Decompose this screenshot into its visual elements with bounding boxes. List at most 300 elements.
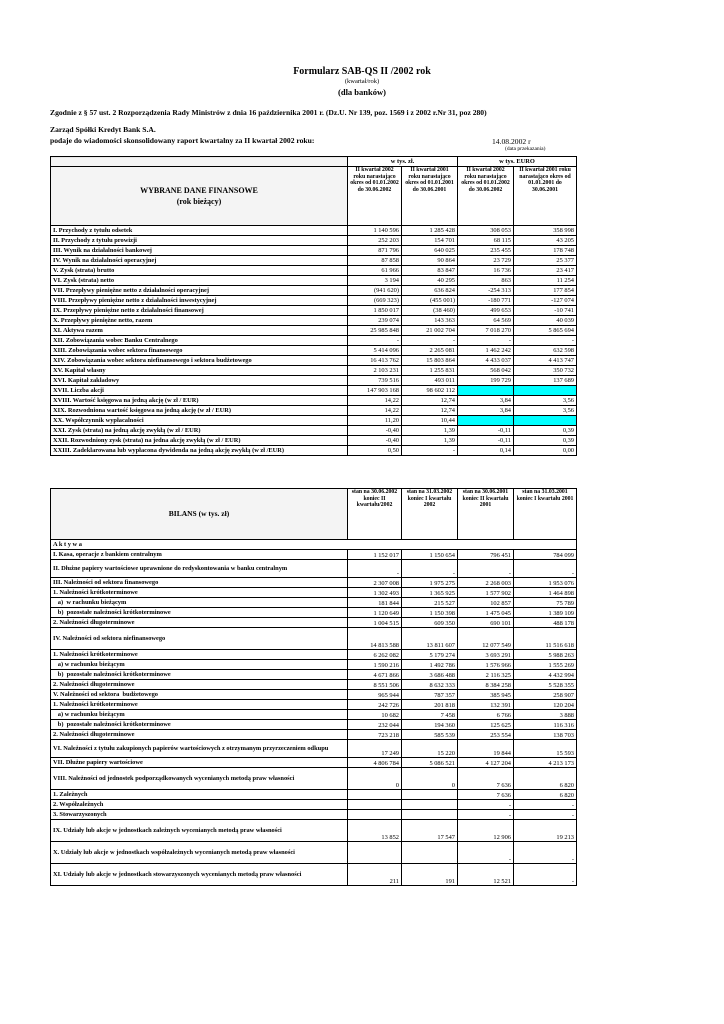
cell-value: - (514, 560, 577, 578)
col-header: II kwartał 2002 roku narastająco okres od 01.01.2002 do 30.06.2002 (458, 167, 514, 226)
row-label: XV. Kapitał własny (51, 366, 348, 376)
cell-value: 1,39 (402, 426, 458, 436)
aktywa-heading: A k t y w a (51, 540, 577, 550)
table-row (51, 366, 577, 376)
cell-value: -0,11 (458, 426, 514, 436)
cell-value: 4 127 204 (458, 758, 514, 768)
cell-value: -127 074 (514, 296, 577, 306)
table-row (51, 628, 577, 650)
cell-value: 636 824 (402, 286, 458, 296)
cell-value: 1 255 831 (402, 366, 458, 376)
group-pln: w tys. zł. (348, 157, 458, 167)
cell-value: 21 002 704 (402, 326, 458, 336)
cell-value: 64 569 (458, 316, 514, 326)
cell-value: 16 413 762 (348, 356, 402, 366)
row-label: a) w rachunku bieżącym (51, 598, 348, 608)
cell-value: 83 847 (402, 266, 458, 276)
cell-value: 40 039 (514, 316, 577, 326)
row-label: XXII. Rozwodniony zysk (strata) na jedna akcję zwykłą (w zł / EUR) (51, 436, 348, 446)
cell-value: 965 944 (348, 690, 402, 700)
cell-value: - (402, 336, 458, 346)
cell-value: 23 417 (514, 266, 577, 276)
cell-value: 4 806 784 (348, 758, 402, 768)
row-label: XI. Aktywa razem (51, 326, 348, 336)
cell-value: 1 302 493 (348, 588, 402, 598)
cell-value: 1 464 898 (514, 588, 577, 598)
cell-value: 239 074 (348, 316, 402, 326)
table-row (51, 670, 577, 680)
cell-value: 3 686 488 (402, 670, 458, 680)
row-label: 2. Należności długoterminowe (51, 618, 348, 628)
cell-value: 493 011 (402, 376, 458, 386)
row-label: XX. Współczynnik wypłacalności (51, 416, 348, 426)
table-row (51, 306, 577, 316)
cell-value: 10 682 (348, 710, 402, 720)
row-label: II. Dłużne papiery wartościowe uprawnione do redyskontowania w banku centralnym (51, 560, 348, 578)
cell-value: 40 295 (402, 276, 458, 286)
cell-value: 5 988 263 (514, 650, 577, 660)
cell-value: 1 590 216 (348, 660, 402, 670)
cell-value: 6 820 (514, 768, 577, 790)
table-row (51, 406, 577, 416)
row-label: XVII. Liczba akcji (51, 386, 348, 396)
cell-value: 11 516 618 (514, 628, 577, 650)
cell-value: 0,39 (514, 426, 577, 436)
row-label: I. Przychody z tytułu odsetek (51, 226, 348, 236)
row-label: XVIII. Wartość księgowa na jedną akcję (w zł / EUR) (51, 396, 348, 406)
cell-value: 1 150 398 (402, 608, 458, 618)
row-label: VIII. Należności od jednostek podporządkowanych wycenianych metodą praw własności (51, 768, 348, 790)
cell-value: 690 101 (458, 618, 514, 628)
cell-value (348, 800, 402, 810)
col-header: II kwartał 2001 roku narastająco okres od 01.01.2001 do 30.06.2001 (514, 167, 577, 226)
cell-value: 1 577 902 (458, 588, 514, 598)
cell-value: - (458, 842, 514, 864)
cell-value: 640 025 (402, 246, 458, 256)
cell-value: 632 598 (514, 346, 577, 356)
row-label: 2. Należności długoterminowe (51, 730, 348, 740)
cell-value: 154 701 (402, 236, 458, 246)
cell-value: 787 357 (402, 690, 458, 700)
cell-value: - (402, 560, 458, 578)
date-label: (data przekazania) (505, 146, 546, 152)
cell-value: 784 099 (514, 550, 577, 560)
table-row (51, 758, 577, 768)
cell-value: 2 307 008 (348, 578, 402, 588)
table-row (51, 650, 577, 660)
cell-value: 12 077 549 (458, 628, 514, 650)
cell-value: 181 844 (348, 598, 402, 608)
cell-value: -0,40 (348, 426, 402, 436)
cell-value: 6 820 (514, 790, 577, 800)
group-eur: w tys. EURO (458, 157, 577, 167)
row-label: X. Przepływy pieniężne netto, razem (51, 316, 348, 326)
cell-value: (38 460) (402, 306, 458, 316)
cell-value: - (458, 560, 514, 578)
cell-value: 308 053 (458, 226, 514, 236)
cell-value: 1 850 017 (348, 306, 402, 316)
cell-value: 61 966 (348, 266, 402, 276)
cell-value: 7 458 (402, 710, 458, 720)
cell-value: 201 818 (402, 700, 458, 710)
cell-value: 14 813 588 (348, 628, 402, 650)
cell-value: 116 316 (514, 720, 577, 730)
cell-value: 43 205 (514, 236, 577, 246)
table-row (51, 256, 577, 266)
cell-value: 252 203 (348, 236, 402, 246)
cell-value: 2 103 231 (348, 366, 402, 376)
row-label: b) pozostałe należności krótkoterminowe (51, 608, 348, 618)
row-label: V. Należności od sektora budżetowego (51, 690, 348, 700)
cell-value: 125 625 (458, 720, 514, 730)
table-row (51, 416, 577, 426)
cell-value: 102 857 (458, 598, 514, 608)
legal-basis: Zgodnie z § 57 ust. 2 Rozporządzenia Rady Ministrów z dnia 16 października 2001 r. (Dz.U. Nr 139, poz. 1569 i z 2002 r.Nr 31, poz 280) (50, 108, 487, 117)
cell-value: 177 854 (514, 286, 577, 296)
cell-value: - (348, 336, 402, 346)
cell-value: 3 888 (514, 710, 577, 720)
cell-value (402, 810, 458, 820)
cell-value: 211 (348, 864, 402, 886)
cell-value: 12 906 (458, 820, 514, 842)
cell-value: 8 551 506 (348, 680, 402, 690)
col-header: stan na 31.03.2001 koniec I kwartału 2001 (514, 489, 577, 540)
cell-value: - (514, 810, 577, 820)
company-name: Zarząd Spółki Kredyt Bank S.A. (50, 125, 156, 134)
cell-value: 178 748 (514, 246, 577, 256)
cell-value: 14,22 (348, 406, 402, 416)
cell-value: 3,56 (514, 396, 577, 406)
table-row (51, 608, 577, 618)
table-row (51, 326, 577, 336)
cell-value: 0,14 (458, 446, 514, 456)
row-label: 1. Należności krótkoterminowe (51, 700, 348, 710)
cell-value: 2 265 081 (402, 346, 458, 356)
cell-value: 15 593 (514, 740, 577, 758)
cell-value: 215 527 (402, 598, 458, 608)
cell-value: 14,22 (348, 396, 402, 406)
cell-value: -0,40 (348, 436, 402, 446)
table-row (51, 336, 577, 346)
cell-value: 1 120 649 (348, 608, 402, 618)
header-spacer (51, 157, 348, 167)
row-label: VII. Przepływy pieniężne netto z działalności operacyjnej (51, 286, 348, 296)
cell-value: 6 262 082 (348, 650, 402, 660)
cell-value: 385 945 (458, 690, 514, 700)
table-row (51, 266, 577, 276)
fin-title: WYBRANE DANE FINANSOWE (140, 186, 258, 195)
cell-value: 11,20 (348, 416, 402, 426)
cell-value: 863 (458, 276, 514, 286)
cell-value: - (458, 336, 514, 346)
table-row (51, 700, 577, 710)
cell-value: - (514, 864, 577, 886)
cell-value: - (458, 810, 514, 820)
cell-value: (669 323) (348, 296, 402, 306)
cell-value: 90 864 (402, 256, 458, 266)
bank-type: (dla banków) (338, 87, 386, 97)
cell-value: 350 732 (514, 366, 577, 376)
cell-value (458, 386, 514, 396)
cell-value: 1 462 242 (458, 346, 514, 356)
cell-value: 25 985 848 (348, 326, 402, 336)
cell-value: 232 044 (348, 720, 402, 730)
row-label: b) pozostałe należności krótkoterminowe (51, 670, 348, 680)
cell-value: -0,11 (458, 436, 514, 446)
cell-value: 1 576 966 (458, 660, 514, 670)
cell-value: 1 975 275 (402, 578, 458, 588)
table-row (51, 800, 577, 810)
cell-value: 488 178 (514, 618, 577, 628)
balance-sheet-table (50, 488, 577, 886)
row-label: 1. Zależnych (51, 790, 348, 800)
table-row (51, 396, 577, 406)
table-row (51, 386, 577, 396)
cell-value: 4 433 037 (458, 356, 514, 366)
cell-value: 7 636 (458, 768, 514, 790)
cell-value (402, 800, 458, 810)
cell-value: 3,84 (458, 406, 514, 416)
cell-value: 0 (348, 768, 402, 790)
financial-data-table (50, 156, 577, 456)
row-label: XIV. Zobowiązania wobec sektora niefinansowego i sektora budżetowego (51, 356, 348, 366)
table-row (51, 730, 577, 740)
cell-value: 2 116 325 (458, 670, 514, 680)
row-label: VI. Należności z tytułu zakupionych papierów wartościowych z otrzymanym przyrzeczeniem odkupu (51, 740, 348, 758)
cell-value: 723 218 (348, 730, 402, 740)
fin-subtitle: (rok bieżący) (176, 197, 222, 206)
table-row (51, 820, 577, 842)
cell-value: -180 771 (458, 296, 514, 306)
cell-value: 138 703 (514, 730, 577, 740)
table-row (51, 226, 577, 236)
cell-value: 15 803 864 (402, 356, 458, 366)
cell-value: 132 391 (458, 700, 514, 710)
cell-value (458, 416, 514, 426)
row-label: III. Wynik na działalności bankowej (51, 246, 348, 256)
cell-value: - (514, 842, 577, 864)
cell-value: 5 414 096 (348, 346, 402, 356)
row-label: XIII. Zobowiązania wobec sektora finansowego (51, 346, 348, 356)
cell-value: 13 811 607 (402, 628, 458, 650)
form-subtitle: (kwartał/rok) (344, 78, 380, 85)
table-row (51, 768, 577, 790)
cell-value: 1 492 786 (402, 660, 458, 670)
cell-value: 5 528 355 (514, 680, 577, 690)
cell-value: 796 451 (458, 550, 514, 560)
cell-value: 1 152 017 (348, 550, 402, 560)
col-header: stan na 31.03.2002 koniec I kwartału 2002 (402, 489, 458, 540)
table-row (51, 356, 577, 366)
cell-value: (941 620) (348, 286, 402, 296)
cell-value: 147 903 168 (348, 386, 402, 396)
cell-value (348, 810, 402, 820)
cell-value: 10,44 (402, 416, 458, 426)
cell-value: 1 555 269 (514, 660, 577, 670)
cell-value: 3 194 (348, 276, 402, 286)
table-row (51, 598, 577, 608)
cell-value: 1 140 596 (348, 226, 402, 236)
cell-value: 4 432 994 (514, 670, 577, 680)
cell-value: 609 350 (402, 618, 458, 628)
report-date: 14.08.2002 r (492, 137, 531, 146)
cell-value: 87 858 (348, 256, 402, 266)
table-row (51, 296, 577, 306)
row-label: a) w rachunku bieżącym (51, 660, 348, 670)
cell-value: 143 363 (402, 316, 458, 326)
row-label: 2. Należności długoterminowe (51, 680, 348, 690)
cell-value: (455 001) (402, 296, 458, 306)
table-row (51, 710, 577, 720)
cell-value: 17 249 (348, 740, 402, 758)
row-label: IX. Przepływy pieniężne netto z działalności finansowej (51, 306, 348, 316)
cell-value: 1 150 654 (402, 550, 458, 560)
row-label: 2. Współzależnych (51, 800, 348, 810)
cell-value: 499 653 (458, 306, 514, 316)
table-row (51, 842, 577, 864)
cell-value: - (514, 336, 577, 346)
table-row (51, 436, 577, 446)
table-row (51, 810, 577, 820)
cell-value: 137 689 (514, 376, 577, 386)
cell-value: 0,39 (514, 436, 577, 446)
cell-value: 4 213 173 (514, 758, 577, 768)
cell-value (514, 416, 577, 426)
cell-value: 0 (402, 768, 458, 790)
report-line: podaje do wiadomości skonsolidowany raport kwartalny za II kwartał 2002 roku: (50, 136, 315, 145)
row-label: IX. Udziały lub akcje w jednostkach zależnych wycenianych metodą praw własności (51, 820, 348, 842)
cell-value: 75 789 (514, 598, 577, 608)
cell-value: 1 004 515 (348, 618, 402, 628)
row-label: XXI. Zysk (strata) na jedną akcję zwykłą (w zł / EUR) (51, 426, 348, 436)
table-row (51, 376, 577, 386)
table-row (51, 588, 577, 598)
row-label: a) w rachunku bieżącym (51, 710, 348, 720)
row-label: XXIII. Zadeklarowana lub wypłacona dywidenda na jedną akcję zwykłą (w zł /EUR) (51, 446, 348, 456)
row-label: 3. Stowarzyszonych (51, 810, 348, 820)
cell-value: 19 213 (514, 820, 577, 842)
table-row (51, 276, 577, 286)
table-row (51, 680, 577, 690)
cell-value: 16 736 (458, 266, 514, 276)
cell-value: 5 865 694 (514, 326, 577, 336)
table-row (51, 550, 577, 560)
table-row (51, 720, 577, 730)
cell-value: 358 998 (514, 226, 577, 236)
cell-value: 12 521 (458, 864, 514, 886)
cell-value: - (402, 446, 458, 456)
table-row (51, 864, 577, 886)
bilans-title: BILANS (w tys. zł) (51, 489, 348, 540)
cell-value: 235 455 (458, 246, 514, 256)
cell-value: 258 907 (514, 690, 577, 700)
table-row (51, 286, 577, 296)
col-header: II kwartał 2001 roku narastająco okres od 01.01.2001 do 30.06.2001 (402, 167, 458, 226)
cell-value: 98 602 112 (402, 386, 458, 396)
row-label: 1. Należności krótkoterminowe (51, 650, 348, 660)
row-label: X. Udziały lub akcje w jednostkach współzależnych wycenianych metodą praw własności (51, 842, 348, 864)
cell-value: 15 220 (402, 740, 458, 758)
table-row (51, 426, 577, 436)
cell-value: 8 632 333 (402, 680, 458, 690)
col-header: stan na 30.06.2002 koniec II kwartału/2002 (348, 489, 402, 540)
cell-value: 191 (402, 864, 458, 886)
cell-value: 1,39 (402, 436, 458, 446)
cell-value: 4 671 866 (348, 670, 402, 680)
row-label: II. Przychody z tytułu prowizji (51, 236, 348, 246)
cell-value: 1 475 045 (458, 608, 514, 618)
cell-value: 2 268 003 (458, 578, 514, 588)
cell-value: 5 086 521 (402, 758, 458, 768)
cell-value: 8 384 258 (458, 680, 514, 690)
row-label: VI. Zysk (strata) netto (51, 276, 348, 286)
row-label: VII. Dłużne papiery wartościowe (51, 758, 348, 768)
row-label: 1. Należności krótkoterminowe (51, 588, 348, 598)
cell-value: 585 539 (402, 730, 458, 740)
cell-value: 0,50 (348, 446, 402, 456)
row-label: XI. Udziały lub akcje w jednostkach stowarzyszonych wycenianych metodą praw własności (51, 864, 348, 886)
cell-value: 199 729 (458, 376, 514, 386)
col-header: II kwartał 2002 roku narastająco okres od 01.01.2002 do 30.06.2002 (348, 167, 402, 226)
row-label: b) pozostałe należności krótkoterminowe (51, 720, 348, 730)
row-label: XII. Zobowiązania wobec Banku Centralnego (51, 336, 348, 346)
row-label: V. Zysk (strata) brutto (51, 266, 348, 276)
cell-value: 7 636 (458, 790, 514, 800)
row-label: IV. Wynik na działalności operacyjnej (51, 256, 348, 266)
table-row (51, 236, 577, 246)
table-row (51, 316, 577, 326)
table-row (51, 740, 577, 758)
row-label: VIII. Przepływy pieniężne netto z działalności inwestycyjnej (51, 296, 348, 306)
cell-value: 194 360 (402, 720, 458, 730)
table-row (51, 446, 577, 456)
table-row (51, 660, 577, 670)
table-row (51, 246, 577, 256)
col-header: stan na 30.06.2001 koniec II kwartału 2001 (458, 489, 514, 540)
cell-value: 253 554 (458, 730, 514, 740)
cell-value: 242 726 (348, 700, 402, 710)
cell-value: 68 115 (458, 236, 514, 246)
cell-value: - (458, 800, 514, 810)
cell-value: 23 729 (458, 256, 514, 266)
cell-value: 17 547 (402, 820, 458, 842)
cell-value: 12,74 (402, 396, 458, 406)
row-label: XVI. Kapitał zakładowy (51, 376, 348, 386)
table-row (51, 690, 577, 700)
table-row (51, 790, 577, 800)
cell-value (348, 842, 402, 864)
cell-value: 4 413 747 (514, 356, 577, 366)
table-row (51, 346, 577, 356)
table-row (51, 560, 577, 578)
cell-value: 25 377 (514, 256, 577, 266)
cell-value: 739 516 (348, 376, 402, 386)
row-label: XIX. Rozwodniona wartość księgowa na jedną akcję (w zł / EUR) (51, 406, 348, 416)
cell-value: 11 254 (514, 276, 577, 286)
cell-value: 19 844 (458, 740, 514, 758)
cell-value: 5 179 274 (402, 650, 458, 660)
cell-value: - (514, 800, 577, 810)
cell-value: 1 365 925 (402, 588, 458, 598)
cell-value: 1 953 076 (514, 578, 577, 588)
row-label: IV. Należności od sektora niefinansowego (51, 628, 348, 650)
cell-value: - (348, 560, 402, 578)
cell-value: 3,56 (514, 406, 577, 416)
form-title: Formularz SAB-QS II /2002 rok (293, 66, 431, 77)
table-row (51, 578, 577, 588)
cell-value: 7 018 270 (458, 326, 514, 336)
cell-value: 871 796 (348, 246, 402, 256)
